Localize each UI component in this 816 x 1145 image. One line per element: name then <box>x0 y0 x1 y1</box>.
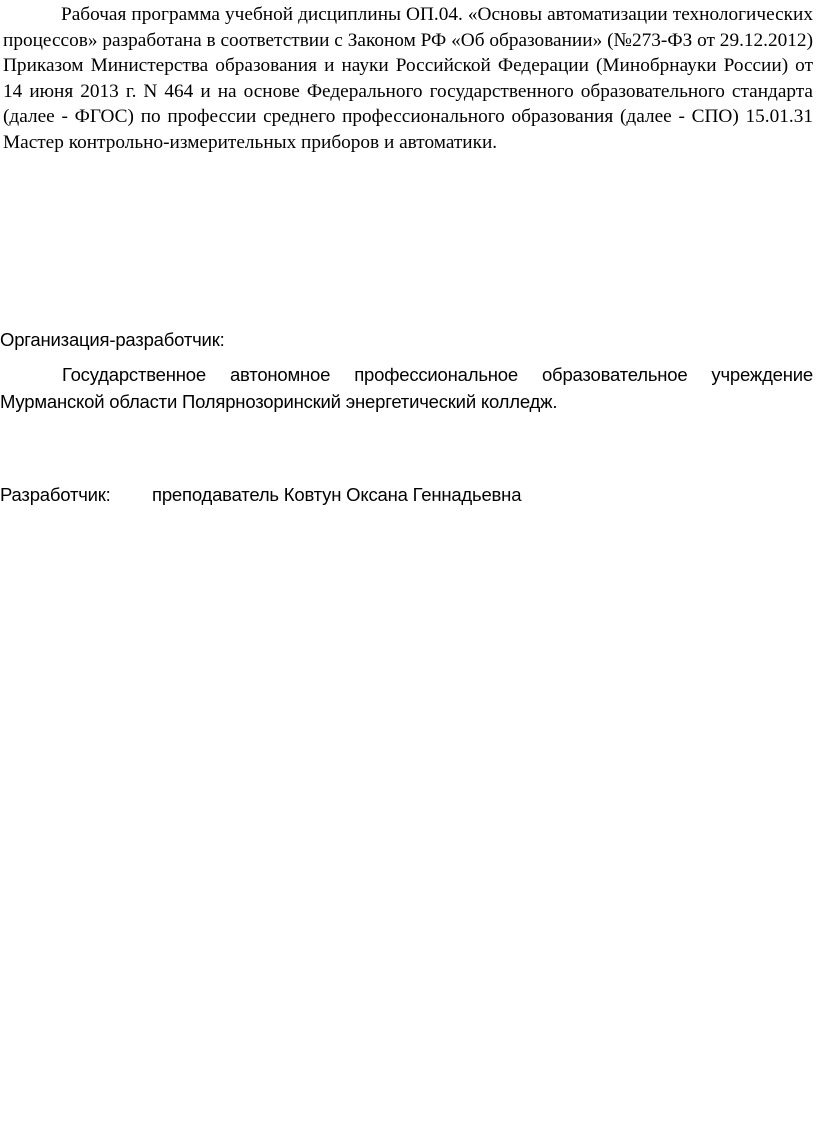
developer-value: преподаватель Ковтун Оксана Геннадьевна <box>152 484 522 505</box>
developer-row <box>0 482 813 508</box>
developer-label: Разработчик: <box>0 484 111 505</box>
organization-name: Государственное автономное профессиональное образовательное учреждение Мурманской области Полярнозоринский энергетический колледж. <box>0 364 813 412</box>
organization-label: Организация-разработчик: <box>0 329 225 350</box>
intro-paragraph: Рабочая программа учебной дисциплины ОП.04. «Основы автоматизации технологических процессов» разработана в соответствии с Законом РФ «Об образовании» (№273-ФЗ от 29.12.2012) Приказом Министерства образования и науки Российской Федерации (Минобрнауки России) от 14 июня 2013 г. N 464 и на основе Федерального государственного образовательного стандарта (далее - ФГОС) по профессии среднего профессионального образования (далее - СПО) 15.01.31 Мастер контрольно-измерительных приборов и автоматики. <box>3 4 813 153</box>
